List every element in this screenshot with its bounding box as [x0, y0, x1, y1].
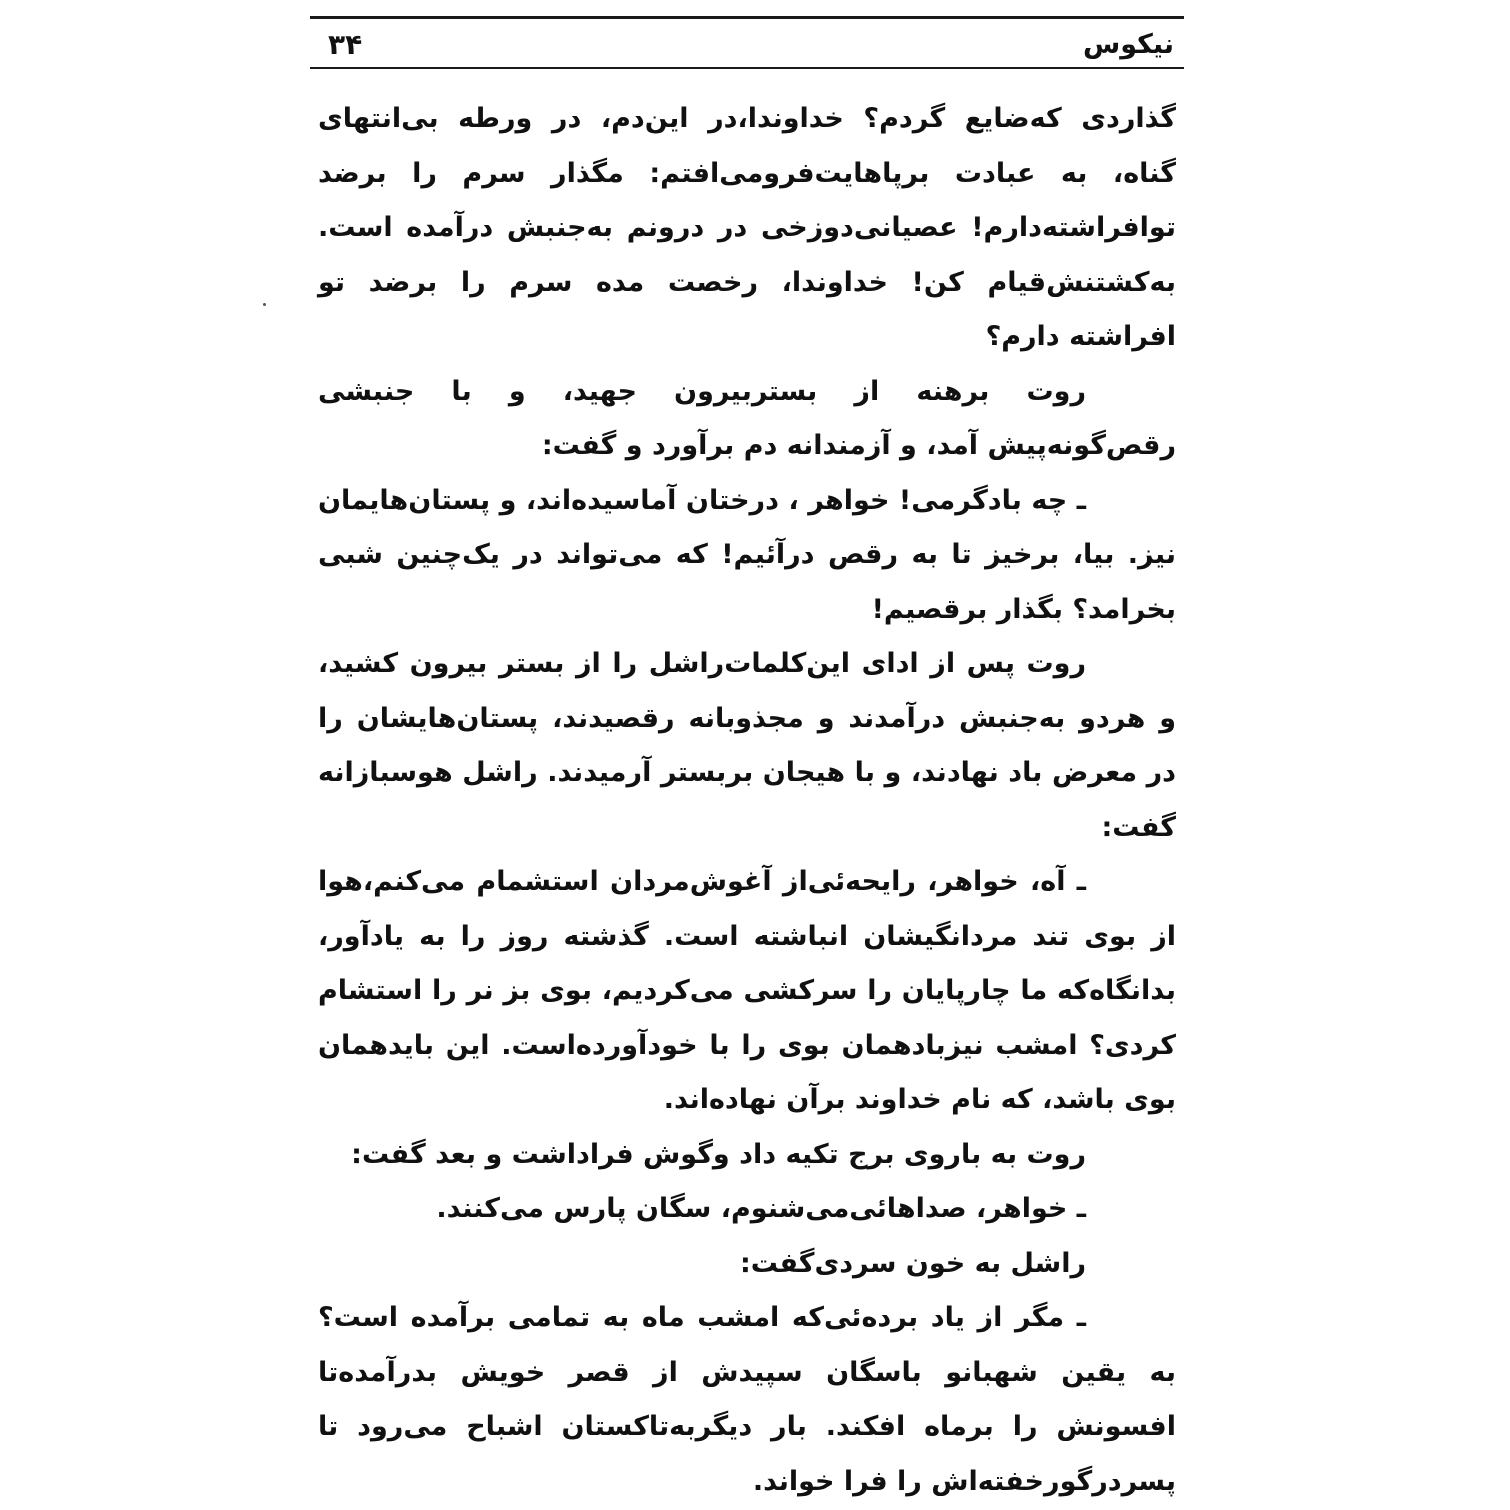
- paragraph: راشل به خون سردی‌گفت:: [739, 1247, 1086, 1279]
- paragraph: گذاردی که‌ضایع گردم؟ خداوندا،در این‌دم، در ورطه بی‌انتهای گناه، به عبادت برپاهایت‌فرومی‌افتم: مگذار سرم را برضد توافراشته‌دارم! عصیانی‌دوزخی در درونم به‌جنبش درآمده است. به‌کشتنش‌قیام کن! خداوندا، رخصت مده سرم را برضد تو افراشته دارم؟: [318, 103, 1176, 352]
- body-text: [318, 92, 1176, 1509]
- paragraph: ـ مگر از یاد برده‌ئی‌که امشب ماه به تمامی برآمده است؟ به یقین شهبانو باسگان سپیدش از قصر خویش بدرآمده‌تا افسونش را برماه افکند. بار دیگربه‌تاکستان اشباح می‌رود تا پسردرگورخفته‌اش را فرا خواند.: [318, 1302, 1176, 1497]
- header-bottom-rule: [310, 67, 1184, 69]
- paragraph: ـ خواهر، صداهائی‌می‌شنوم، سگان پارس می‌کنند.: [436, 1193, 1086, 1224]
- page-number: ۳۴: [328, 27, 363, 61]
- book-page: [310, 0, 1184, 1510]
- paragraph: روت به باروی برج تکیه داد وگوش فراداشت و بعد گفت:: [351, 1138, 1086, 1170]
- header-top-rule: [310, 16, 1184, 19]
- paragraph: روت پس از ادای این‌کلمات‌راشل را از بستر بیرون کشید، و هردو به‌جنبش درآمدند و مجذوبانه رقصیدند، پستان‌هایشان را در معرض باد نهادند، و با هیجان بربستر آرمیدند. راشل هوسبازانه گفت:: [318, 648, 1176, 843]
- paragraph: ـ آه، خواهر، رایحه‌ئی‌از آغوش‌مردان استشمام می‌کنم،هوا از بوی تند مردانگیشان انباشته است. گذشته روز را به یادآور، بدانگاه‌که ما چارپایان را سرکشی می‌کردیم، بوی بز نر را استشام کردی؟ امشب نیزبادهمان بوی را با خودآورده‌است. این بایدهمان بوی باشد، که نام خداوند برآن نهاده‌اند.: [318, 866, 1176, 1115]
- running-title: نیکوس: [1082, 28, 1174, 60]
- scan-speck: [263, 303, 266, 306]
- paragraph: روت برهنه از بستربیرون جهید، و با جنبشی رقص‌گونه‌پیش آمد، و آزمندانه دم برآورد و گفت:: [318, 375, 1176, 461]
- running-header: [310, 22, 1184, 66]
- paragraph: ـ چه بادگرمی! خواهر ، درختان آماسیده‌اند، و پستان‌هایمان نیز. بیا، برخیز تا به رقص درآئیم! که می‌تواند در یک‌چنین شبی بخرامد؟ بگذار برقصیم!: [318, 484, 1176, 625]
